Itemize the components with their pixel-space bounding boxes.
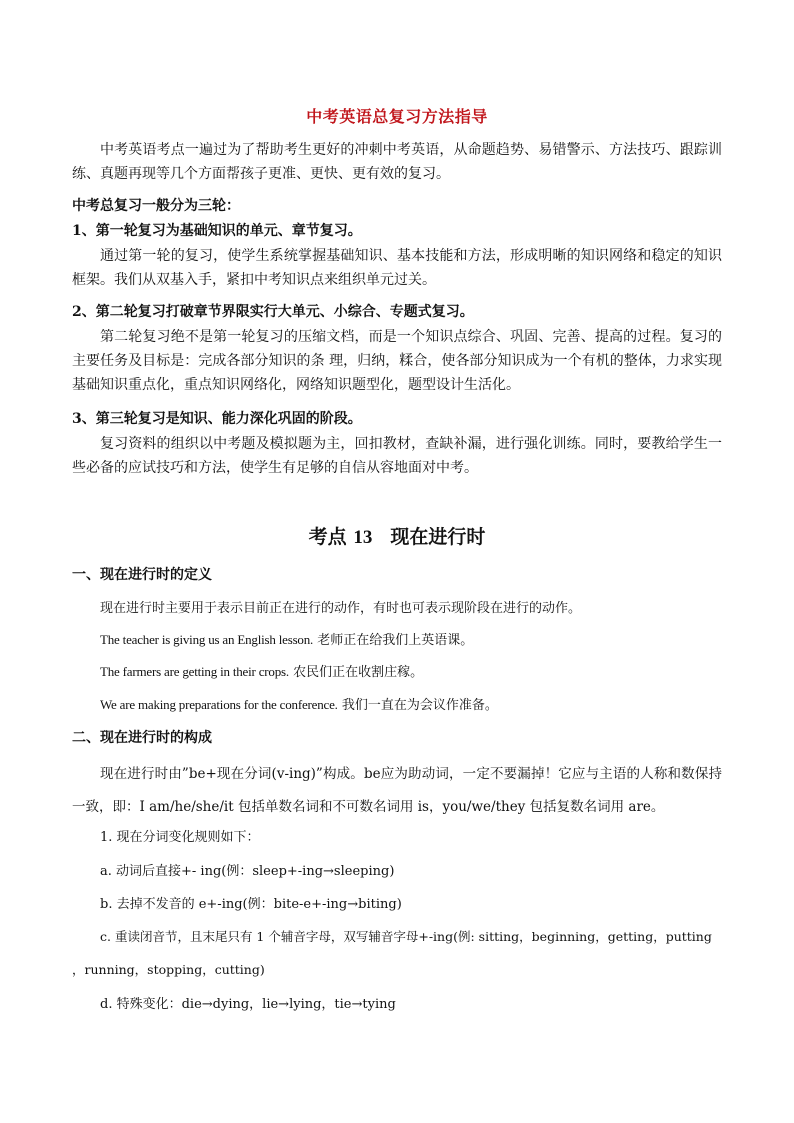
lesson-title-prefix: 考点 [308, 526, 347, 548]
definition-text: 现在进行时主要用于表示目前正在进行的动作，有时也可表示现阶段在进行的动作。 [100, 601, 582, 616]
round2-body: 第二轮复习绝不是第一轮复习的压缩文档，而是一个知识点综合、巩固、完善、提高的过程。复习的主要任务及目标是：完成各部分知识的条 理，归纳，糅合，使各部分知识成为一个有机的整体，力求实现基础知识重点化，重点知识网络化，网络知识题型化，题型设计生活化。 [72, 329, 722, 393]
rule-b: b. 去掉不发音的 e+-ing(例：bite-e+-ing→biting) [100, 897, 402, 912]
lesson-title-text: 现在进行时 [390, 526, 486, 548]
example-3-english: We are making preparations for the conference. [100, 697, 338, 712]
construction-paragraph: 现在进行时由”be+现在分词(v-ing)”构成。be应为助动词，一定不要漏掉！它应与主语的人称和数保持一致，即：I am/he/she/it 包括单数名词和不可数名词用 is，you/we/they 包括复数名词用 are。 [72, 766, 722, 815]
section1-heading: 一、现在进行时的定义 [72, 567, 212, 583]
example-2-chinese: 农民们正在收割庄稼。 [293, 665, 424, 680]
section2-heading: 二、现在进行时的构成 [72, 730, 212, 746]
example-2-english: The farmers are getting in their crops. [100, 664, 289, 679]
rule-a: a. 动词后直接+- ing(例：sleep+-ing→sleeping) [100, 864, 395, 879]
rule-c-line2: ，running，stopping，cutting) [72, 962, 265, 977]
lesson-title [0, 522, 794, 549]
lesson-title-number: 13 [353, 527, 373, 548]
rule-c-line1: c. 重读闭音节，且末尾只有 1 个辅音字母，双写辅音字母+-ing(例: sitting，beginning，getting，putting [100, 929, 712, 944]
example-2 [100, 661, 423, 680]
round3-heading: 3、第三轮复习是知识、能力深化巩固的阶段。 [72, 411, 362, 427]
review-rounds-subtitle: 中考总复习一般分为三轮： [72, 198, 240, 214]
round2-heading: 2、第二轮复习打破章节界限实行大单元、小综合、专题式复习。 [72, 304, 474, 320]
example-3 [100, 694, 498, 713]
example-1-chinese: 老师正在给我们上英语课。 [317, 633, 474, 648]
guide-title: 中考英语总复习方法指导 [306, 107, 488, 126]
rule-d: d. 特殊变化：die→dying，lie→lying，tie→tying [100, 997, 396, 1012]
rule-title: 1. 现在分词变化规则如下： [100, 830, 260, 845]
round3-body: 复习资料的组织以中考题及模拟题为主，回扣教材，查缺补漏，进行强化训练。同时，要教给学生一些必备的应试技巧和方法，使学生有足够的自信从容地面对中考。 [72, 436, 722, 476]
example-3-chinese: 我们一直在为会议作准备。 [341, 698, 498, 713]
round1-heading: 1、第一轮复习为基础知识的单元、章节复习。 [72, 223, 362, 239]
intro-paragraph: 中考英语考点一遍过为了帮助考生更好的冲刺中考英语，从命题趋势、易错警示、方法技巧、跟踪训练、真题再现等几个方面帮孩子更准、更快、更有效的复习。 [72, 142, 722, 182]
example-1-english: The teacher is giving us an English lesson. [100, 632, 314, 647]
round1-body: 通过第一轮的复习，使学生系统掌握基础知识、基本技能和方法，形成明晰的知识网络和稳定的知识框架。我们从双基入手，紧扣中考知识点来组织单元过关。 [72, 248, 722, 288]
example-1 [100, 629, 473, 648]
